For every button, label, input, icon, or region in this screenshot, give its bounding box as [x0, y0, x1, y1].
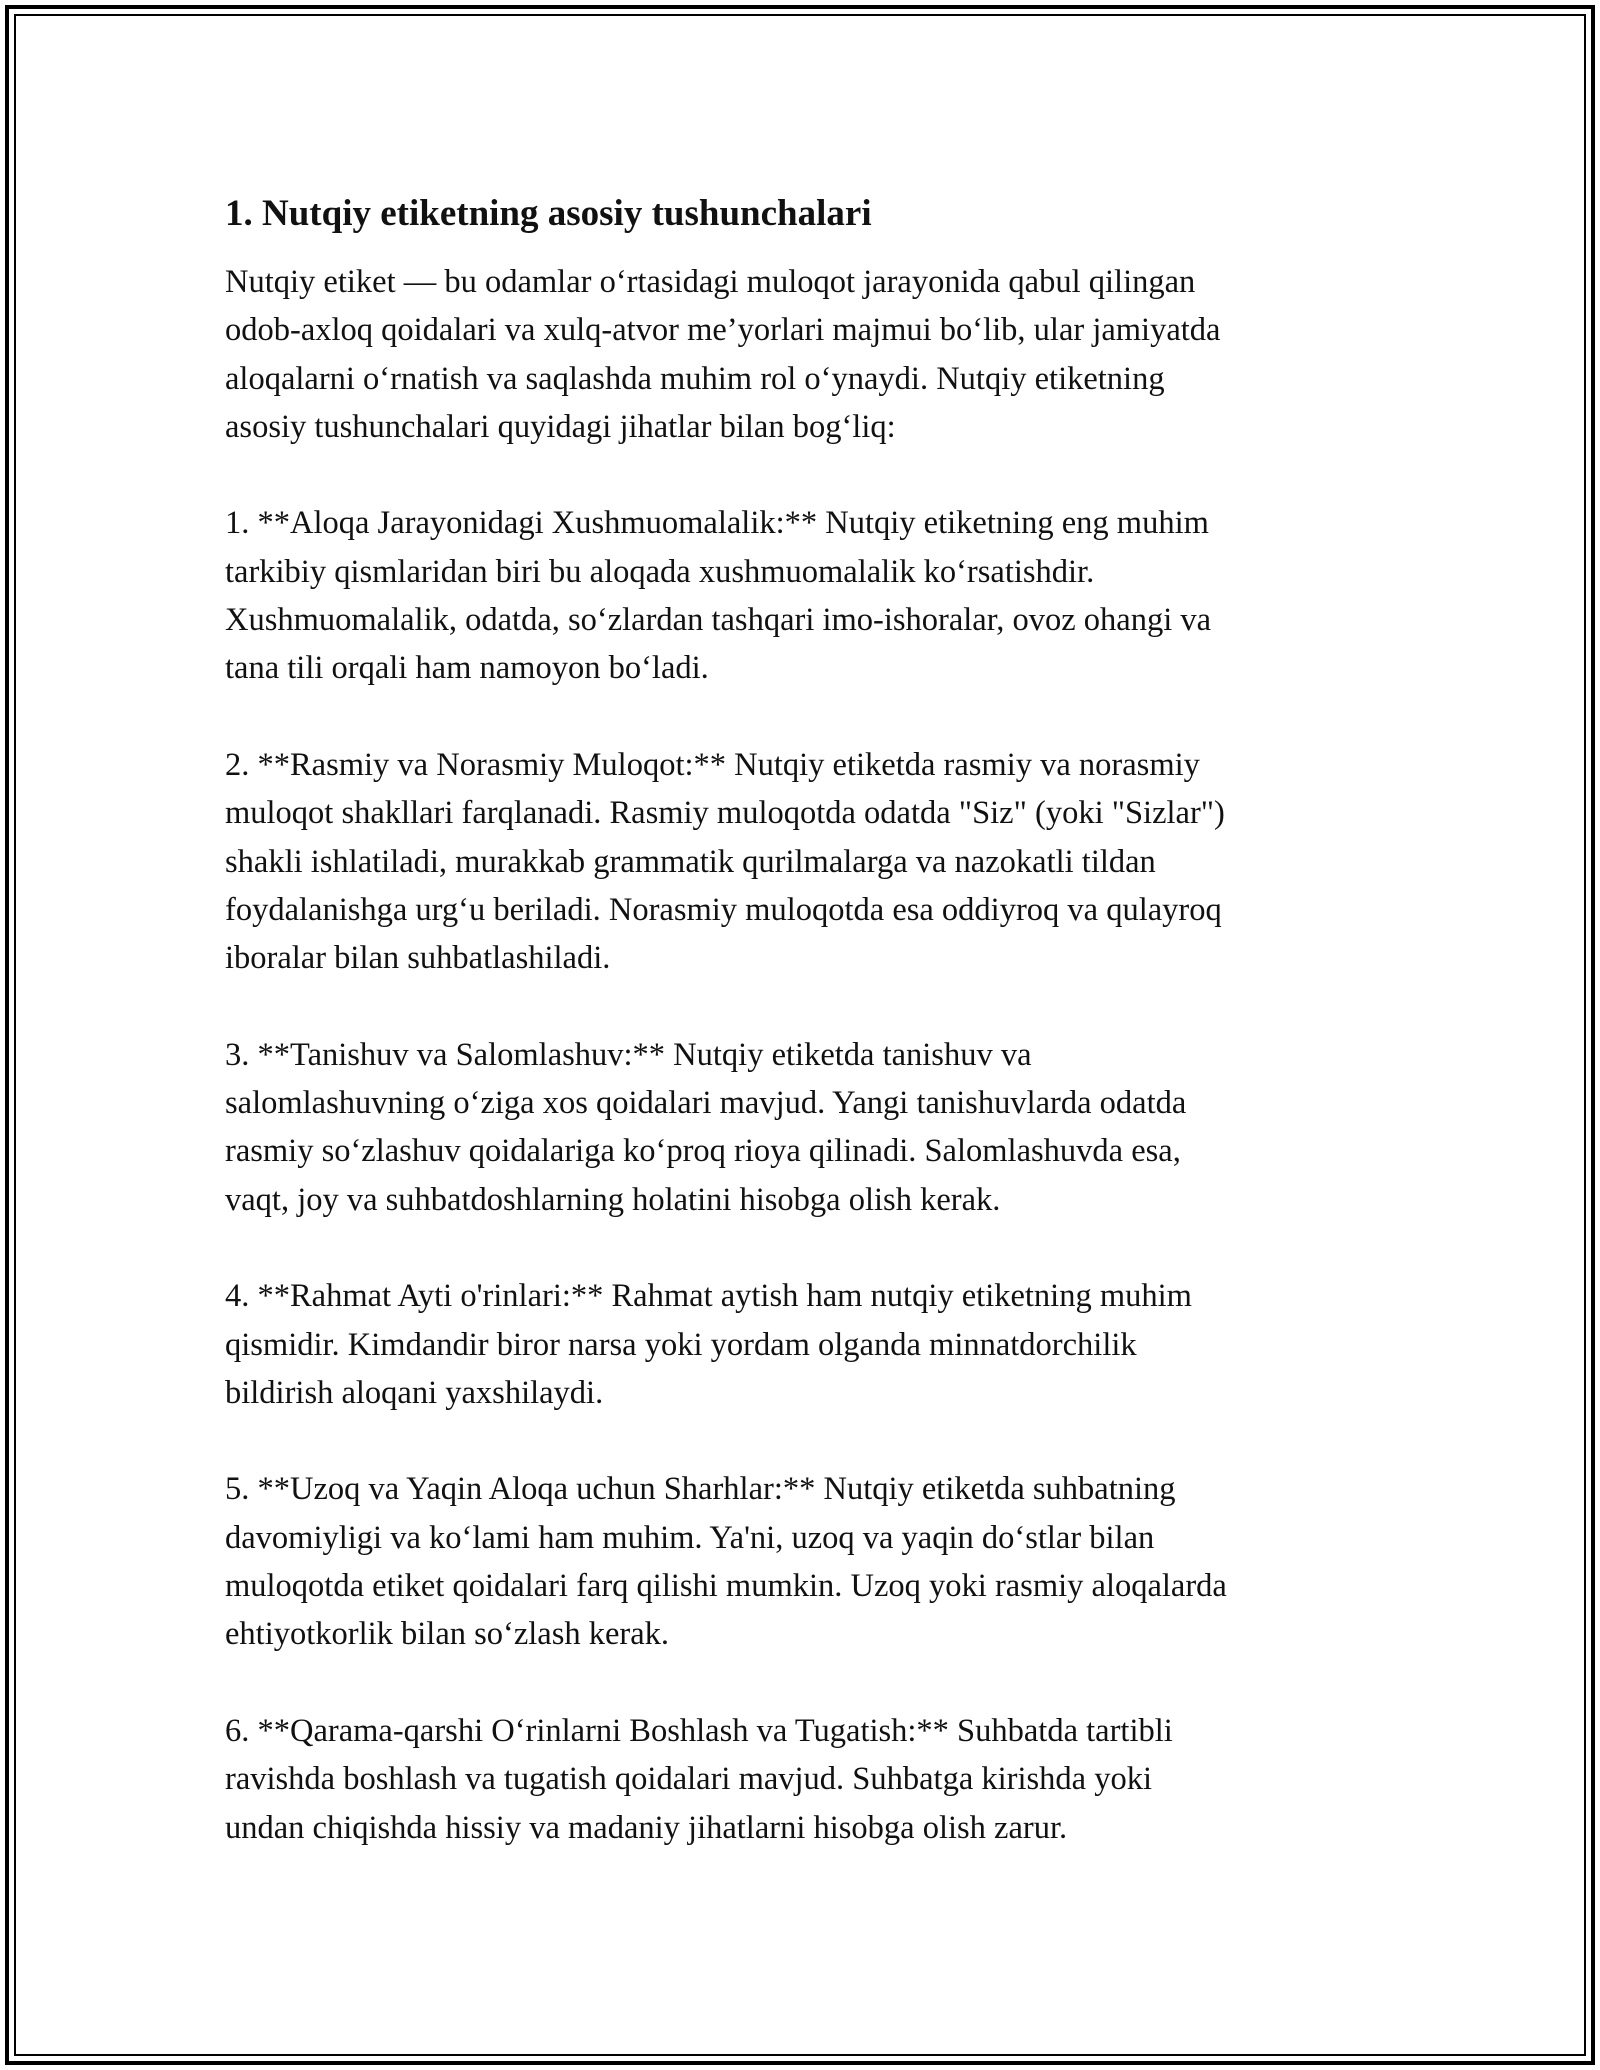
paragraph-item-2: 2. **Rasmiy va Norasmiy Muloqot:** Nutqiy etiketda rasmiy va norasmiy muloqot shakllari farqlanadi. Rasmiy muloqotda odatda "Siz" (yoki "Sizlar") shakli ishlatiladi, murakkab grammatik qurilmalarga va nazokatli tildan foydalanishga urg‘u beriladi. Norasmiy muloqotda esa oddiyroq va qulayroq iboralar bilan suhbatlashiladi.: [225, 746, 1225, 977]
paragraph-item-5: 5. **Uzoq va Yaqin Aloqa uchun Sharhlar:** Nutqiy etiketda suhbatning davomiyligi va ko‘lami ham muhim. Ya'ni, uzoq va yaqin do‘stlar bilan muloqotda etiket qoidalari farq qilishi mumkin. Uzoq yoki rasmiy aloqalarda ehtiyotkorlik bilan so‘zlash kerak.: [225, 1471, 1227, 1653]
intro-paragraph: Nutqiy etiket — bu odamlar o‘rtasidagi muloqot jarayonida qabul qilingan odob-axloq qoidalari va xulq-atvor me’yorlari majmui bo‘lib, ular jamiyatda aloqalarni o‘rnatish va saqlashda muhim rol o‘ynaydi. Nutqiy etiketning asosiy tushunchalari quyidagi jihatlar bilan bog‘liq:: [225, 264, 1221, 445]
paragraph-item-4: 4. **Rahmat Ayti o'rinlari:** Rahmat aytish ham nutqiy etiketning muhim qismidir. Kimdandir biror narsa yoki yordam olganda minnatdorchilik bildirish aloqani yaxshilaydi.: [225, 1278, 1192, 1411]
paragraph-item-6: 6. **Qarama-qarshi O‘rinlarni Boshlash va Tugatish:** Suhbatda tartibli ravishda boshlash va tugatish qoidalari mavjud. Suhbatga kirishda yoki undan chiqishda hissiy va madaniy jihatlarni hisobga olish zarur.: [225, 1712, 1173, 1846]
document-title: 1. Nutqiy etiketning asosiy tushunchalari: [225, 193, 872, 234]
paragraph-item-3: 3. **Tanishuv va Salomlashuv:** Nutqiy etiketda tanishuv va salomlashuvning o‘ziga xos qoidalari mavjud. Yangi tanishuvlarda odatda rasmiy so‘zlashuv qoidalariga ko‘proq rioya qilinadi. Salomlashuvda esa, vaqt, joy va suhbatdoshlarning holatini hisobga olish kerak.: [225, 1036, 1187, 1218]
paragraph-item-1: 1. **Aloqa Jarayonidagi Xushmuomalalik:** Nutqiy etiketning eng muhim tarkibiy qismlaridan biri bu aloqada xushmuomalalik ko‘rsatishdir. Xushmuomalalik, odatda, so‘zlardan tashqari imo-ishoralar, ovoz ohangi va tana tili orqali ham namoyon bo‘ladi.: [225, 505, 1212, 687]
document-body: [225, 190, 1395, 1900]
